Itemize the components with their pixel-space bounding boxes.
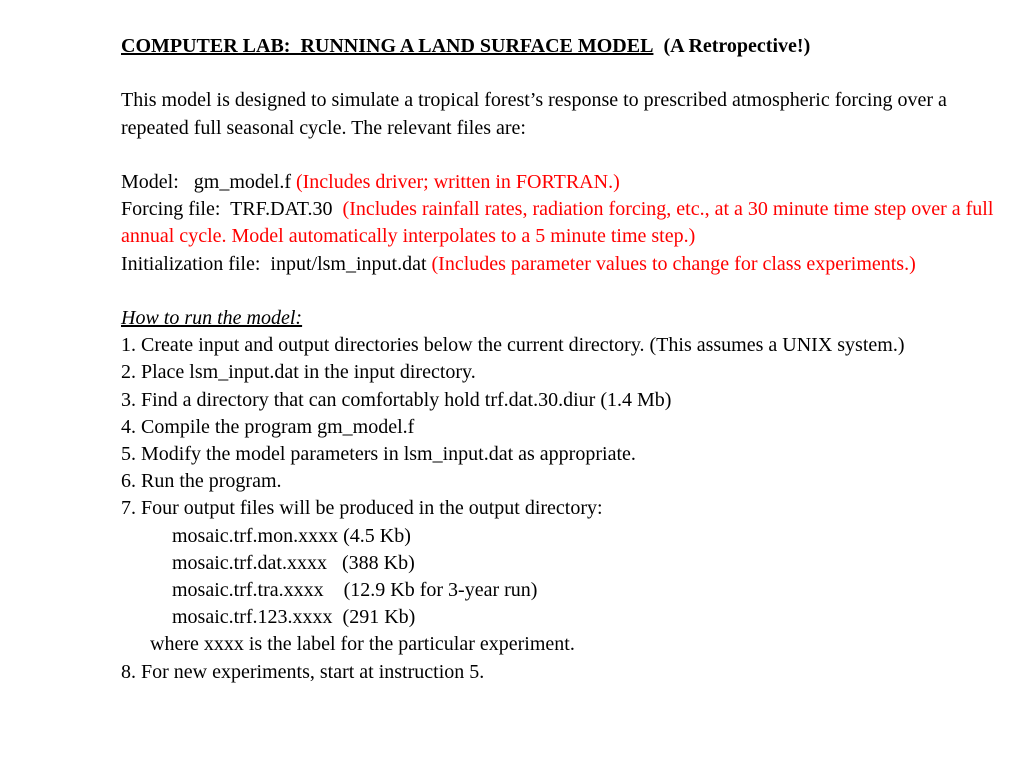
init-file-line bbox=[121, 251, 1001, 278]
step-2: 2. Place lsm_input.dat in the input directory. bbox=[121, 361, 476, 384]
howto-heading-line bbox=[121, 305, 1001, 332]
step-6: 6. Run the program. bbox=[121, 470, 282, 493]
model-file-label: Model: gm_model.f bbox=[121, 170, 296, 193]
where-note: where xxxx is the label for the particular experiment. bbox=[150, 633, 575, 656]
spacer bbox=[121, 142, 1001, 169]
forcing-file-note: (Includes rainfall rates, radiation forcing, etc., at a 30 minute time step over a full annual cycle. Model automatically interpolates to a 5 minute time step.) bbox=[121, 198, 994, 248]
step-1: 1. Create input and output directories below the current directory. (This assumes a UNIX system.) bbox=[121, 334, 905, 357]
title-main: COMPUTER LAB: RUNNING A LAND SURFACE MODEL bbox=[121, 35, 654, 57]
output-file-mon: mosaic.trf.mon.xxxx (4.5 Kb) bbox=[172, 524, 411, 547]
forcing-file-label: Forcing file: TRF.DAT.30 bbox=[121, 198, 343, 221]
document-title bbox=[121, 33, 1001, 60]
output-file-tra: mosaic.trf.tra.xxxx (12.9 Kb for 3-year run) bbox=[172, 579, 538, 602]
intro-paragraph: This model is designed to simulate a tropical forest’s response to prescribed atmospheric forcing over a repeated full seasonal cycle. The relevant files are: bbox=[121, 89, 947, 139]
spacer bbox=[121, 278, 1001, 305]
forcing-file-line bbox=[121, 196, 1001, 250]
init-file-label: Initialization file: input/lsm_input.dat bbox=[121, 252, 432, 275]
step-7: 7. Four output files will be produced in the output directory: bbox=[121, 497, 603, 520]
title-sub: (A Retropective!) bbox=[663, 35, 811, 57]
step-3: 3. Find a directory that can comfortably hold trf.dat.30.diur (1.4 Mb) bbox=[121, 388, 672, 411]
model-file-line bbox=[121, 169, 1001, 196]
output-file-123: mosaic.trf.123.xxxx (291 Kb) bbox=[172, 606, 416, 629]
init-file-note: (Includes parameter values to change for class experiments.) bbox=[431, 252, 916, 275]
output-file-dat: mosaic.trf.dat.xxxx (388 Kb) bbox=[172, 551, 415, 574]
step-8: 8. For new experiments, start at instruction 5. bbox=[121, 660, 485, 683]
spacer bbox=[121, 60, 1001, 87]
document-page bbox=[121, 33, 1001, 686]
howto-heading: How to run the model: bbox=[121, 306, 303, 329]
step-4: 4. Compile the program gm_model.f bbox=[121, 415, 415, 438]
model-file-note: (Includes driver; written in FORTRAN.) bbox=[295, 170, 620, 193]
step-5: 5. Modify the model parameters in lsm_input.dat as appropriate. bbox=[121, 443, 636, 465]
